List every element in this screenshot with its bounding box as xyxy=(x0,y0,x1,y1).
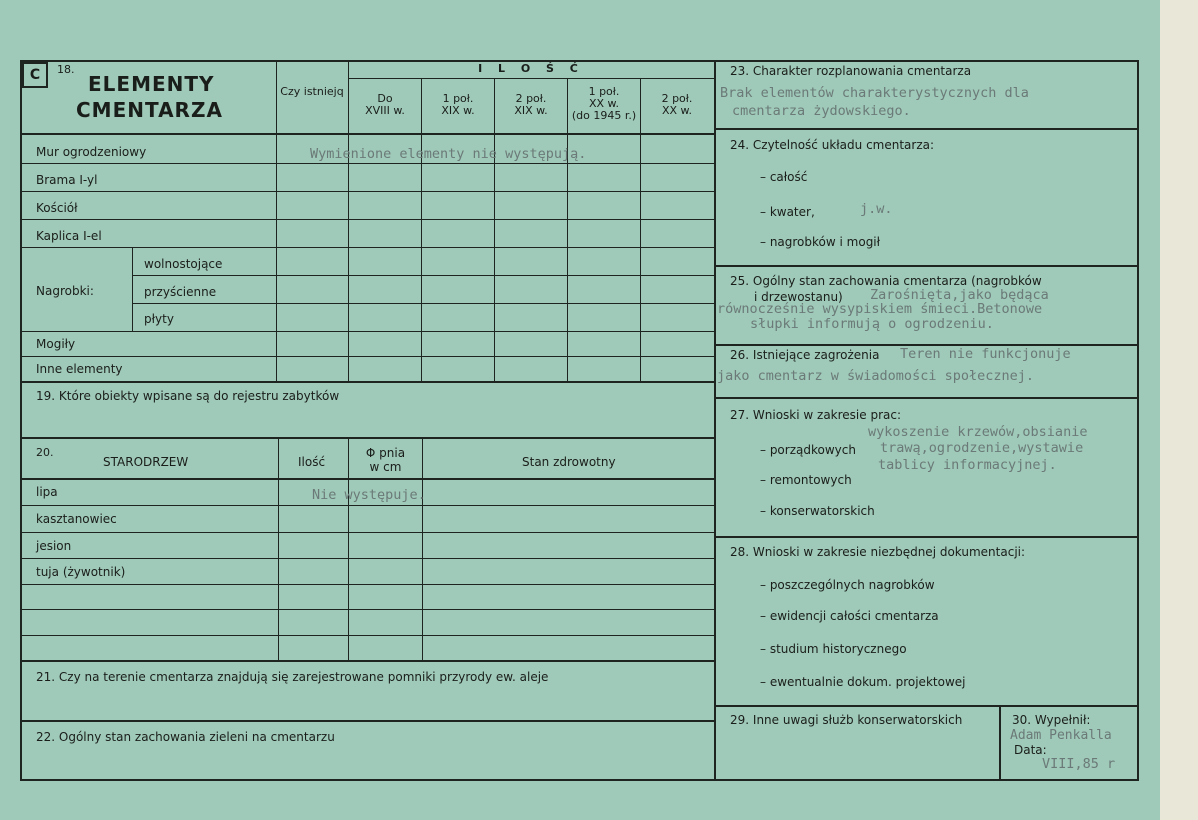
header-divider xyxy=(348,78,714,79)
q27-item-konserwatorskich: – konserwatorskich xyxy=(760,504,875,518)
section-18-bottom xyxy=(20,381,714,383)
q19-label: 19. Które obiekty wpisane są do rejestru zabytków xyxy=(36,389,340,403)
row-line xyxy=(20,191,714,192)
q25-typed-line3: słupki informują o ogrodzeniu. xyxy=(750,316,994,332)
q24-item-nagrobkow: – nagrobków i mogił xyxy=(760,235,881,249)
nagrobki-divider xyxy=(132,247,133,331)
q25-label-line1: 25. Ogólny stan zachowania cmentarza (nagrobków xyxy=(730,274,1042,288)
typed-trees-note: Nie występuje. xyxy=(312,487,426,503)
section-20-number: 20. xyxy=(36,446,54,459)
col-divider xyxy=(276,60,277,382)
row-label-gate: Brama I-yl xyxy=(36,173,98,187)
frame-right xyxy=(1137,60,1139,781)
card-background xyxy=(1160,0,1198,820)
q27-bottom xyxy=(714,536,1138,538)
tree-row-tuja: tuja (żywotnik) xyxy=(36,565,126,579)
row-label-chapel: Kaplica I-el xyxy=(36,229,102,243)
q28-label: 28. Wnioski w zakresie niezbędnej dokumentacji: xyxy=(730,545,1026,559)
q27-item-porzadkowych: – porządkowych xyxy=(760,443,856,457)
frame-left xyxy=(20,60,22,781)
q24-item-calosc: – całość xyxy=(760,170,808,184)
q27-label: 27. Wnioski w zakresie prac: xyxy=(730,408,902,422)
col-divider xyxy=(421,78,422,382)
q26-bottom xyxy=(714,397,1138,399)
q30-name: Adam Penkalla xyxy=(1010,728,1112,743)
section-20-bottom xyxy=(20,660,714,662)
frame-middle xyxy=(714,60,716,781)
q30-date: VIII,85 r xyxy=(1042,756,1116,772)
q29-q30-divider xyxy=(999,705,1001,780)
q23-bottom xyxy=(714,128,1138,130)
q29-label: 29. Inne uwagi służb konserwatorskich xyxy=(730,713,963,727)
col-header-diameter: Φ pnia w cm xyxy=(365,446,406,474)
q28-item-ewidencji: – ewidencji całości cmentarza xyxy=(760,609,939,623)
q25-label-line2: i drzewostanu) xyxy=(754,290,843,304)
q27-item-remontowych: – remontowych xyxy=(760,473,852,487)
col-header-health: Stan zdrowotny xyxy=(522,455,616,469)
q23-label: 23. Charakter rozplanowania cmentarza xyxy=(730,64,972,78)
q21-label: 21. Czy na terenie cmentarza znajdują się zarejestrowane pomniki przyrody ew. aleje xyxy=(36,670,549,684)
row-line xyxy=(20,356,714,357)
section-18-title-line2: CMENTARZA xyxy=(76,98,223,122)
tree-row-lipa: lipa xyxy=(36,485,58,499)
col-header-2pol20: 2 poł. XX w. xyxy=(661,92,693,117)
row-line xyxy=(20,219,714,220)
q25-typed-line1: Zarośnięta,jako będąca xyxy=(870,287,1049,303)
row-line xyxy=(20,558,714,559)
row-line xyxy=(20,584,714,585)
col-divider xyxy=(422,437,423,661)
section-code-box: C xyxy=(22,62,48,88)
q27-typed-line1: wykoszenie krzewów,obsianie xyxy=(868,424,1088,440)
q27-typed-line2: trawą,ogrodzenie,wystawie xyxy=(880,440,1084,456)
row-line xyxy=(20,609,714,610)
q24-typed: j.w. xyxy=(860,201,893,217)
row-label-plyty: płyty xyxy=(144,312,174,326)
col-header-do18: Do XVIII w. xyxy=(365,92,405,117)
q28-item-nagrobkow: – poszczególnych nagrobków xyxy=(760,578,935,592)
section-18-title-line1: ELEMENTY xyxy=(88,72,215,96)
q30-date-label: Data: xyxy=(1014,743,1047,757)
q23-typed-line2: cmentarza żydowskiego. xyxy=(732,103,911,119)
row-label-graves: Mogiły xyxy=(36,337,76,351)
q30-label: 30. Wypełnił: xyxy=(1012,713,1091,727)
q19-bottom xyxy=(20,437,714,439)
q26-typed-line1: Teren nie funkcjonuje xyxy=(900,346,1071,362)
header-bottom xyxy=(20,478,714,480)
row-line xyxy=(20,331,714,332)
typed-elements-note: Wymienione elementy nie występują. xyxy=(310,146,587,162)
col-header-group: I L O Ś Ć xyxy=(478,62,584,75)
q28-item-projektowej: – ewentualnie dokum. projektowej xyxy=(760,675,966,689)
col-divider xyxy=(278,437,279,661)
row-line xyxy=(20,532,714,533)
row-label-wolnostojace: wolnostojące xyxy=(144,257,223,271)
col-divider xyxy=(567,78,568,382)
q26-label: 26. Istniejące zagrożenia xyxy=(730,348,880,362)
q28-bottom xyxy=(714,705,1138,707)
col-header-1pol20: 1 poł. XX w. (do 1945 r.) xyxy=(571,85,637,122)
row-label-wall: Mur ogrodzeniowy xyxy=(36,145,147,159)
q24-item-kwater: – kwater, xyxy=(760,205,815,219)
row-label-przyscienne: przyścienne xyxy=(144,285,217,299)
header-bottom xyxy=(20,133,714,135)
col-header-2pol19: 2 poł. XIX w. xyxy=(514,92,548,117)
row-line xyxy=(20,635,714,636)
q23-typed-line1: Brak elementów charakterystycznych dla xyxy=(720,85,1029,101)
row-label-church: Kościół xyxy=(36,201,78,215)
q26-typed-line2: jako cmentarz w świadomości społecznej. xyxy=(717,368,1034,384)
row-line xyxy=(132,275,714,276)
row-line xyxy=(20,247,714,248)
q24-label: 24. Czytelność układu cmentarza: xyxy=(730,138,935,152)
col-header-1pol19: 1 poł. XIX w. xyxy=(441,92,475,117)
tree-row-kasztanowiec: kasztanowiec xyxy=(36,512,117,526)
col-divider xyxy=(494,78,495,382)
row-line xyxy=(132,303,714,304)
q24-bottom xyxy=(714,265,1138,267)
frame-bottom xyxy=(20,779,1138,781)
row-label-other: Inne elementy xyxy=(36,362,123,376)
tree-row-jesion: jesion xyxy=(36,539,72,553)
section-18-number: 18. xyxy=(57,63,75,76)
row-line xyxy=(20,505,714,506)
row-label-nagrobki: Nagrobki: xyxy=(36,284,94,298)
q28-item-studium: – studium historycznego xyxy=(760,642,907,656)
row-line xyxy=(20,163,714,164)
q22-label: 22. Ogólny stan zachowania zieleni na cmentarzu xyxy=(36,730,335,744)
q21-bottom xyxy=(20,720,714,722)
col-header-qty: Ilość xyxy=(298,455,326,469)
col-header-exists: Czy istniejq xyxy=(280,85,344,98)
col-divider xyxy=(640,78,641,382)
q27-typed-line3: tablicy informacyjnej. xyxy=(878,457,1057,473)
section-20-title: STARODRZEW xyxy=(103,455,189,469)
q25-typed-line2: równocześnie wysypiskiem śmieci.Betonowe xyxy=(717,301,1043,317)
